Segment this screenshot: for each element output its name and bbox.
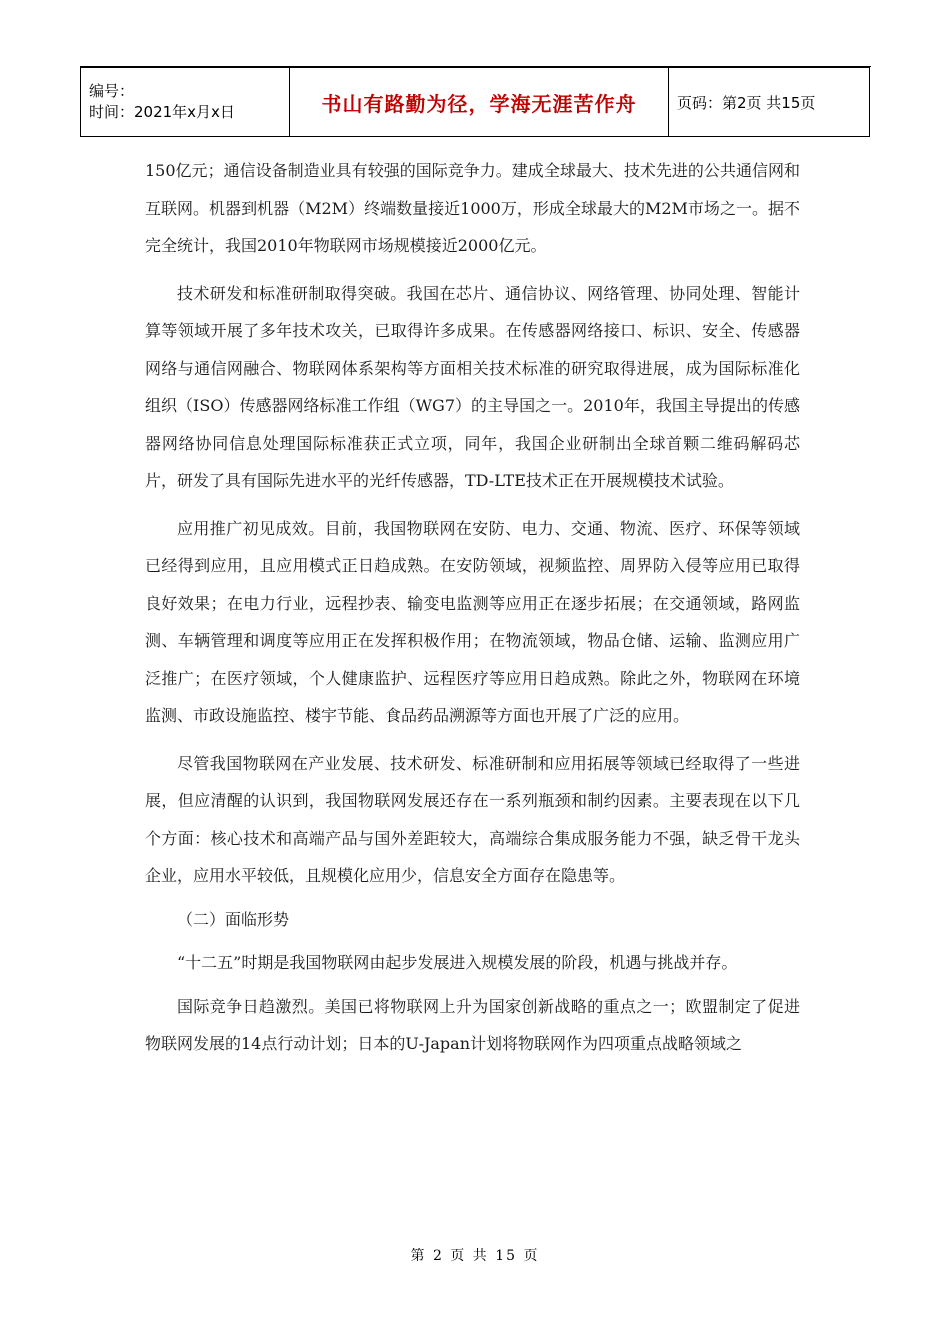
section-heading: （二）面临形势 (177, 909, 290, 929)
header-page-code: 页码：第2页 共15页 (669, 68, 870, 137)
paragraph-international-competition: 国际竞争日趋激烈。美国已将物联网上升为国家创新战略的重点之一；欧盟制定了促进物联网发展的14点行动计划；日本的U-Japan计划将物联网作为四项重点战略领域之 (145, 996, 800, 1053)
header-motto: 书山有路勤为径，学海无涯苦作舟 (290, 68, 669, 137)
page-footer: 第 2 页 共 15 页 (410, 1248, 540, 1264)
paragraph-market-size: 150亿元；通信设备制造业具有较强的国际竞争力。建成全球最大、技术先进的公共通信网和互联网。机器到机器（M2M）终端数量接近1000万，形成全球最大的M2M市场之一。据不完全统计，我国2010年物联网市场规模接近2000亿元。 (145, 161, 800, 255)
document-date: 时间：2021年x月x日 (89, 103, 235, 121)
paragraph-tech-research: 技术研发和标准研制取得突破。我国在芯片、通信协议、网络管理、协同处理、智能计算等领域开展了多年技术攻关，已取得许多成果。在传感器网络接口、标识、安全、传感器网络与通信网融合、物联网体系架构等方面相关技术标准的研究取得进展，成为国际标准化组织（ISO）传感器网络标准工作组（WG7）的主导国之一。2010年，我国主导提出的传感器网络协同信息处理国际标准获正式立项，同年，我国企业研制出全球首颗二维码解码芯片，研发了具有国际先进水平的光纤传感器，TD-LTE技术正在开展规模技术试验。 (145, 283, 800, 490)
paragraph-bottlenecks: 尽管我国物联网在产业发展、技术研发、标准研制和应用拓展等领域已经取得了一些进展，但应清醒的认识到，我国物联网发展还存在一系列瓶颈和制约因素。主要表现在以下几个方面：核心技术和高端产品与国外差距较大，高端综合集成服务能力不强，缺乏骨干龙头企业，应用水平较低，且规模化应用少，信息安全方面存在隐患等。 (145, 753, 800, 885)
page-header (80, 67, 870, 137)
document-body (145, 152, 800, 1063)
header-meta-cell (81, 68, 290, 137)
document-number-label: 编号： (89, 82, 135, 100)
paragraph-twelfth-five-year: “十二五”时期是我国物联网由起步发展进入规模发展的阶段，机遇与挑战并存。 (177, 953, 738, 972)
paragraph-application: 应用推广初见成效。目前，我国物联网在安防、电力、交通、物流、医疗、环保等领域已经得到应用，且应用模式正日趋成熟。在安防领域，视频监控、周界防入侵等应用已取得良好效果；在电力行业，远程抄表、输变电监测等应用正在逐步拓展；在交通领域，路网监测、车辆管理和调度等应用正在发挥积极作用；在物流领域，物品仓储、运输、监测应用广泛推广；在医疗领域，个人健康监护、远程医疗等应用日趋成熟。除此之外，物联网在环境监测、市政设施监控、楼宇节能、食品药品溯源等方面也开展了广泛的应用。 (145, 518, 800, 725)
